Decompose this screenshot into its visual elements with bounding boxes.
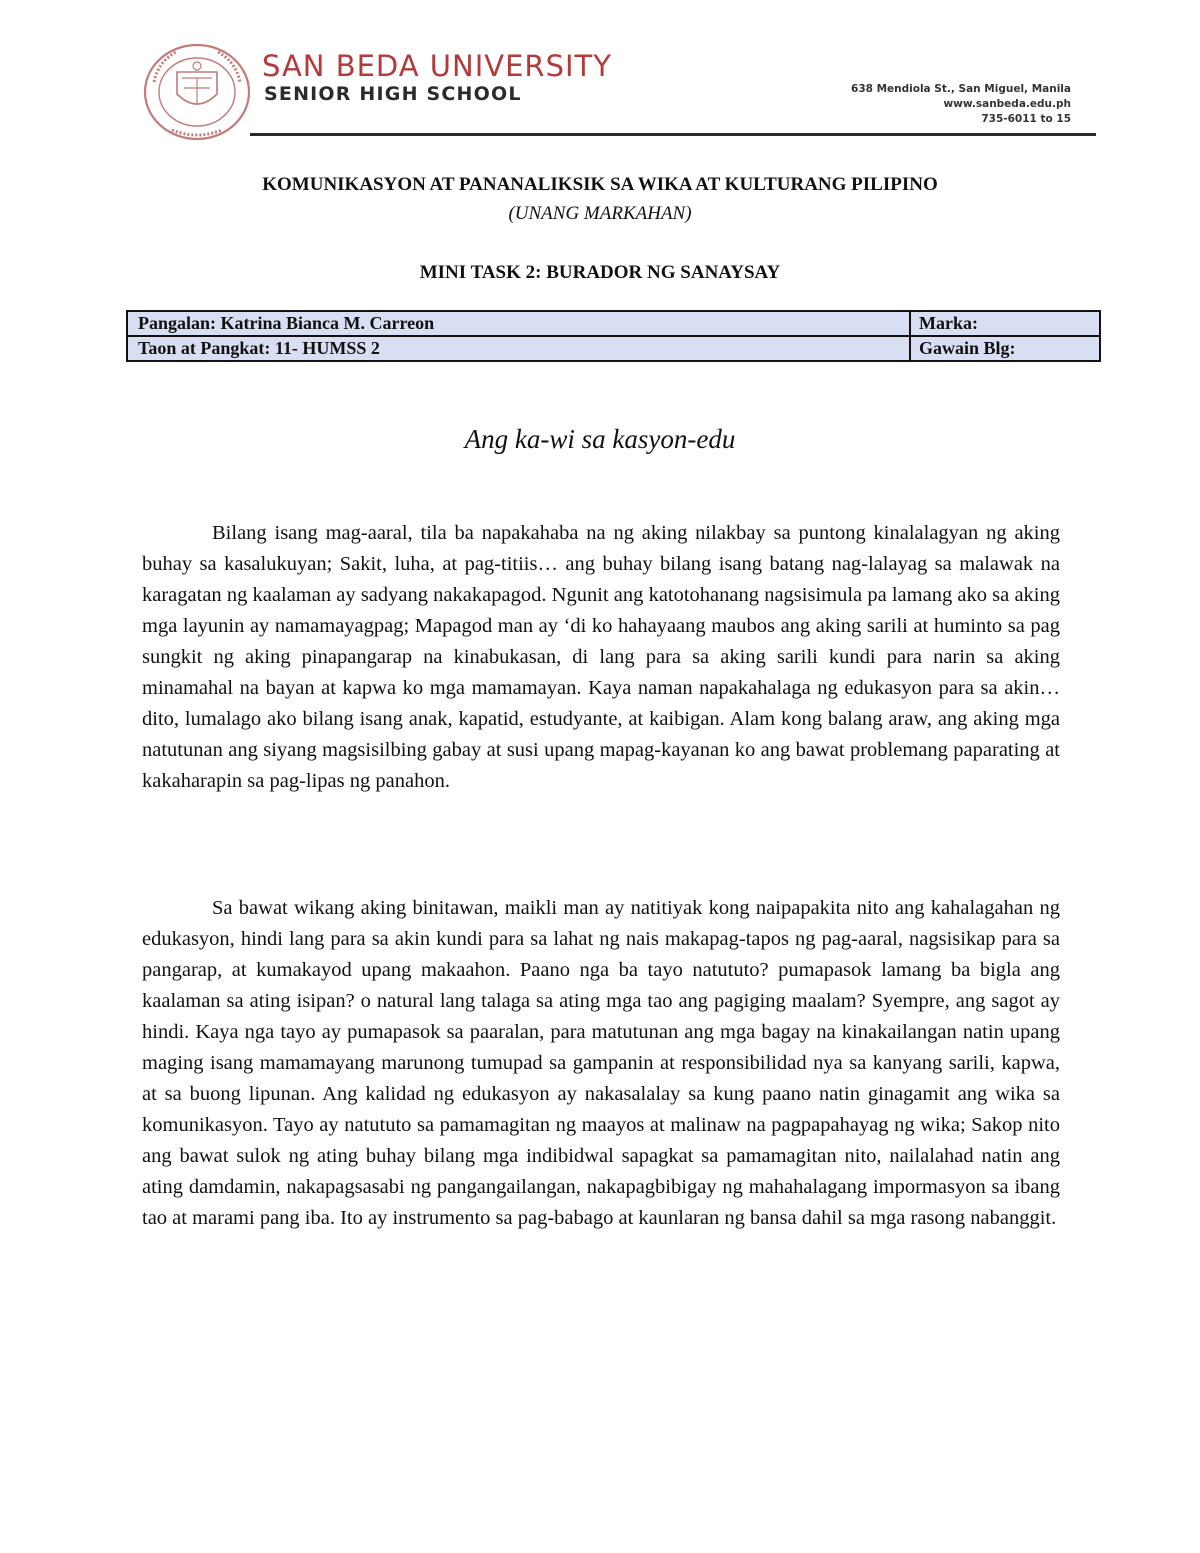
- seal-icon: [142, 42, 252, 142]
- university-name: SAN BEDA UNIVERSITY: [262, 49, 612, 83]
- essay-title: Ang ka-wi sa kasyon-edu: [464, 424, 736, 454]
- info-row: [127, 311, 1100, 336]
- quarter-label: (UNANG MARKAHAN): [508, 203, 692, 224]
- year-section-cell: Taon at Pangkat: 11- HUMSS 2: [127, 336, 910, 361]
- task-title: MINI TASK 2: BURADOR NG SANAYSAY: [419, 262, 781, 283]
- essay-paragraph: Sa bawat wikang aking binitawan, maikli man ay natitiyak kong naipapakita nito ang kahalagahan ng edukasyon, hindi lang para sa akin kundi para sa lahat ng nais makapag-tapos ng pag-aaral, nagsisikap para sa pangarap, at kumakayod upang makaahon. Paano nga ba tayo natututo? pumapasok lamang ba bigla ang kaalaman sa ating isipan? o natural lang talaga sa ating mga tao ang pagiging maalam? Syempre, ang sagot ay hindi. Kaya nga tayo ay pumapasok sa paaralan, para matutunan ang mga bagay na kinakailangan natin upang maging isang mamamayang marunong tumupad sa gampanin at responsibilidad nya sa kanyang sarili, kapwa, at sa buong lipunan. Ang kalidad ng edukasyon ay nakasalalay sa kung paano natin ginagamit ang wika sa komunikasyon. Tayo ay natututo sa pamamagitan ng maayos at malinaw na pagpapahayag ng wika; Sakop nito ang bawat sulok ng ating buhay bilang mga indibidwal sapagkat sa pamamagitan nito, nailalahad natin ang ating damdamin, nakapagsasabi ng pangangailangan, nakapagbibigay ng mahahalagang impormasyon sa ibang tao at marami pang iba. Ito ay instrumento sa pag-babago at kaunlaran ng bansa dahil sa mga rasong nabanggit.: [142, 897, 1060, 1229]
- grade-cell: Marka:: [910, 311, 1100, 336]
- university-seal: [142, 42, 252, 142]
- info-row: [127, 336, 1100, 361]
- student-info-table: [126, 310, 1101, 362]
- header-divider: [250, 133, 1096, 136]
- course-title: KOMUNIKASYON AT PANANALIKSIK SA WIKA AT KULTURANG PILIPINO: [262, 174, 938, 195]
- contact-block: [851, 82, 1071, 127]
- website: www.sanbeda.edu.ph: [943, 98, 1071, 110]
- phone: 735-6011 to 15: [981, 113, 1071, 125]
- essay-paragraph: Bilang isang mag-aaral, tila ba napakahaba na ng aking nilakbay sa puntong kinalalagyan ng aking buhay sa kasalukuyan; Sakit, luha, at pag-titiis… ang buhay bilang isang batang nag-lalayag sa malawak na karagatan ng kaalaman ay sadyang nakakapagod. Ngunit ang katotohanang nagsisimula pa lamang ako sa aking mga layunin ay namamayagpag; Mapagod man ay ‘di ko hahayaang maubos ang aking sarili at huminto sa pag sungkit ng aking pinapangarap na kinabukasan, di lang para sa aking sarili kundi para narin sa aking minamahal na bayan at kapwa ko mga mamamayan. Kaya naman napakahalaga ng edukasyon para sa akin… dito, lumalago ako bilang isang anak, kapatid, estudyante, at kaibigan. Alam kong balang araw, ang aking mga natutunan ang siyang magsisilbing gabay at susi upang mapag-kayanan ko ang bawat problemang paparating at kakaharapin sa pag-lipas ng panahon.: [142, 522, 1060, 792]
- address: 638 Mendiola St., San Miguel, Manila: [851, 83, 1071, 95]
- name-cell: Pangalan: Katrina Bianca M. Carreon: [127, 311, 910, 336]
- school-name: SENIOR HIGH SCHOOL: [264, 83, 522, 105]
- task-number-cell: Gawain Blg:: [910, 336, 1100, 361]
